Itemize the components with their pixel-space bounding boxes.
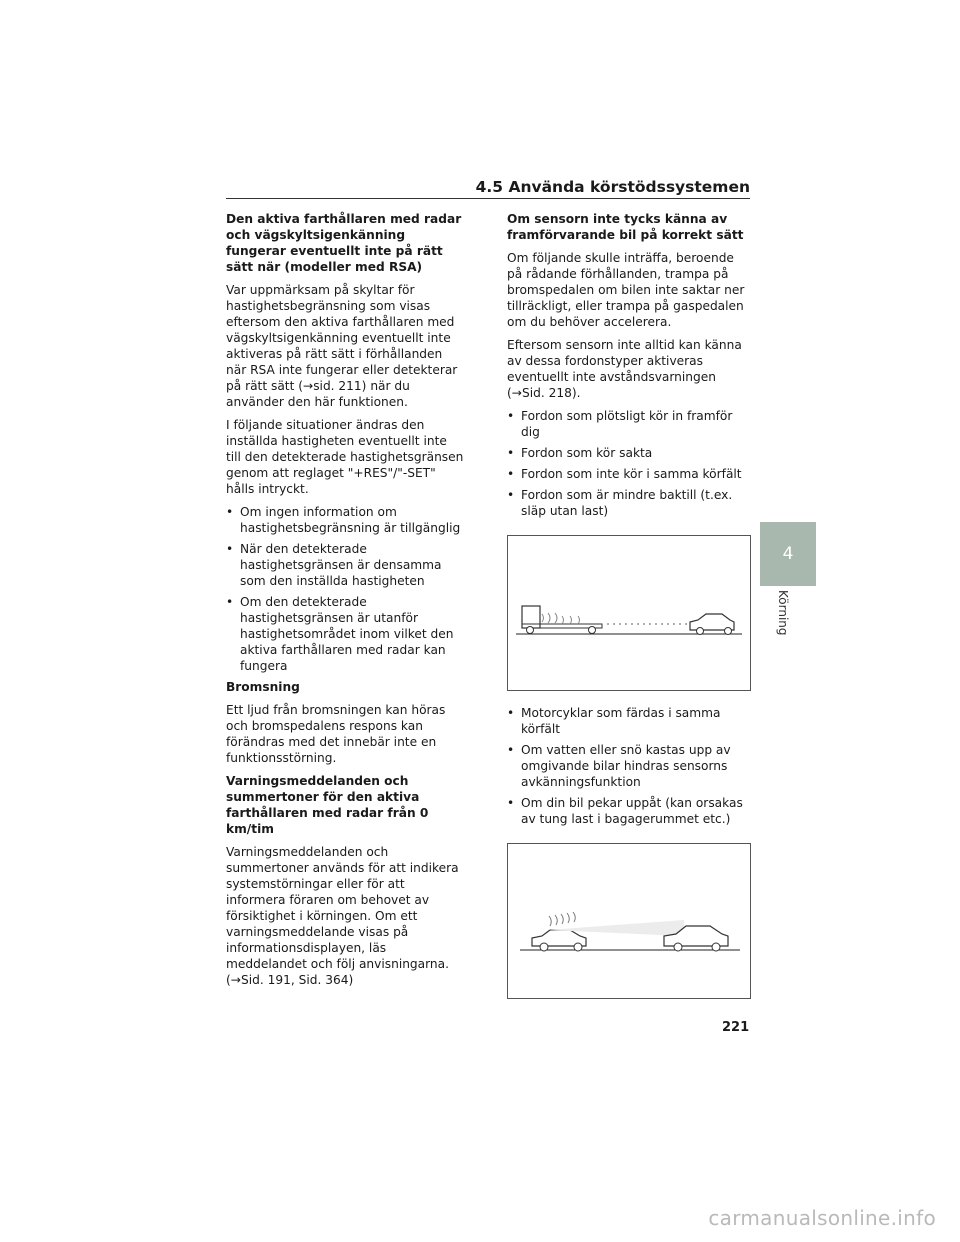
list-item: • Fordon som inte kör i samma körfält (507, 466, 745, 482)
truck-and-car-illustration (508, 536, 750, 690)
heading-braking: Bromsning (226, 680, 300, 694)
paragraph: Om följande skulle inträffa, beroende på rådande förhållanden, trampa på bromspedalen om bilen inte saktar ner tillräckligt, eller trampa på gaspedalen om du behöver accelerera. (507, 251, 745, 329)
paragraph: Var uppmärksam på skyltar för hastighetsbegränsning som visas eftersom den aktiva farthållaren med vägskyltsigenkänning eventuellt inte aktiveras på rätt sätt i förhållanden när RSA inte fungerar eller detekterar på rätt sätt (→sid. 211) när du använder den här funktionen. (226, 283, 458, 409)
list-item: • Om den detekterade hastighetsgränsen är utanför hastighetsområdet inom vilket den aktiva farthållaren med radar kan fungera (226, 594, 464, 674)
heading-sensor: Om sensorn inte tycks känna av framförvarande bil på korrekt sätt (507, 212, 744, 242)
right-column (507, 211, 745, 1013)
page-number: 221 (722, 1020, 750, 1035)
paragraph: Ett ljud från bromsningen kan höras och bromspedalens respons kan förändras med det innebär inte en funktionsstörning. (226, 703, 446, 765)
list-item: • Om din bil pekar uppåt (kan orsakas av tung last i bagagerummet etc.) (507, 795, 745, 827)
list-item: • Fordon som kör sakta (507, 445, 745, 461)
list-item: • Fordon som plötsligt kör in framför dig (507, 408, 745, 440)
header-divider (226, 198, 750, 199)
list-item: • Motorcyklar som färdas i samma körfält (507, 705, 745, 737)
paragraph: I följande situationer ändras den inställda hastigheten eventuellt inte till den detekterade hastighetsgränsen genom att reglaget "+RES"/"-SET" hålls intryckt. (226, 418, 464, 496)
list-item: • Om ingen information om hastighetsbegränsning är tillgänglig (226, 504, 464, 536)
section-title: 4.5 Använda körstödssystemen (475, 178, 750, 196)
heading-rsa: Den aktiva farthållaren med radar och vägskyltsigenkänning fungerar eventuellt inte på rätt sätt när (modeller med RSA) (226, 212, 462, 274)
bullet-list (507, 705, 745, 827)
heading-warnings: Varningsmeddelanden och summertoner för den aktiva farthållaren med radar från 0 km/tim (226, 774, 429, 836)
left-column (226, 211, 464, 995)
bullet-list (226, 504, 464, 674)
paragraph: Eftersom sensorn inte alltid kan känna av dessa fordonstyper aktiveras eventuellt inte avståndsvarningen (→Sid. 218). (507, 338, 742, 400)
chapter-tab (760, 522, 816, 586)
paragraph: Varningsmeddelanden och summertoner används för att indikera systemstörningar eller för att informera föraren om behovet av försiktighet i körningen. Om ett varningsmeddelande visas på informationsdisplayen, läs meddelandet och följ anvisningarna. (→Sid. 191, Sid. 364) (226, 845, 459, 987)
chapter-label: Körning (776, 590, 790, 636)
list-item: • När den detekterade hastighetsgränsen är densamma som den inställda hastigheten (226, 541, 464, 589)
list-item: • Fordon som är mindre baktill (t.ex. släp utan last) (507, 487, 745, 519)
bullet-list (507, 408, 745, 519)
tilted-car-illustration (508, 844, 750, 998)
illustration-truck-car (507, 535, 751, 691)
watermark: carmanualsonline.info (708, 1206, 936, 1230)
chapter-number: 4 (782, 544, 794, 564)
list-item: • Om vatten eller snö kastas upp av omgivande bilar hindras sensorns avkänningsfunktion (507, 742, 745, 790)
illustration-car-tilted (507, 843, 751, 999)
